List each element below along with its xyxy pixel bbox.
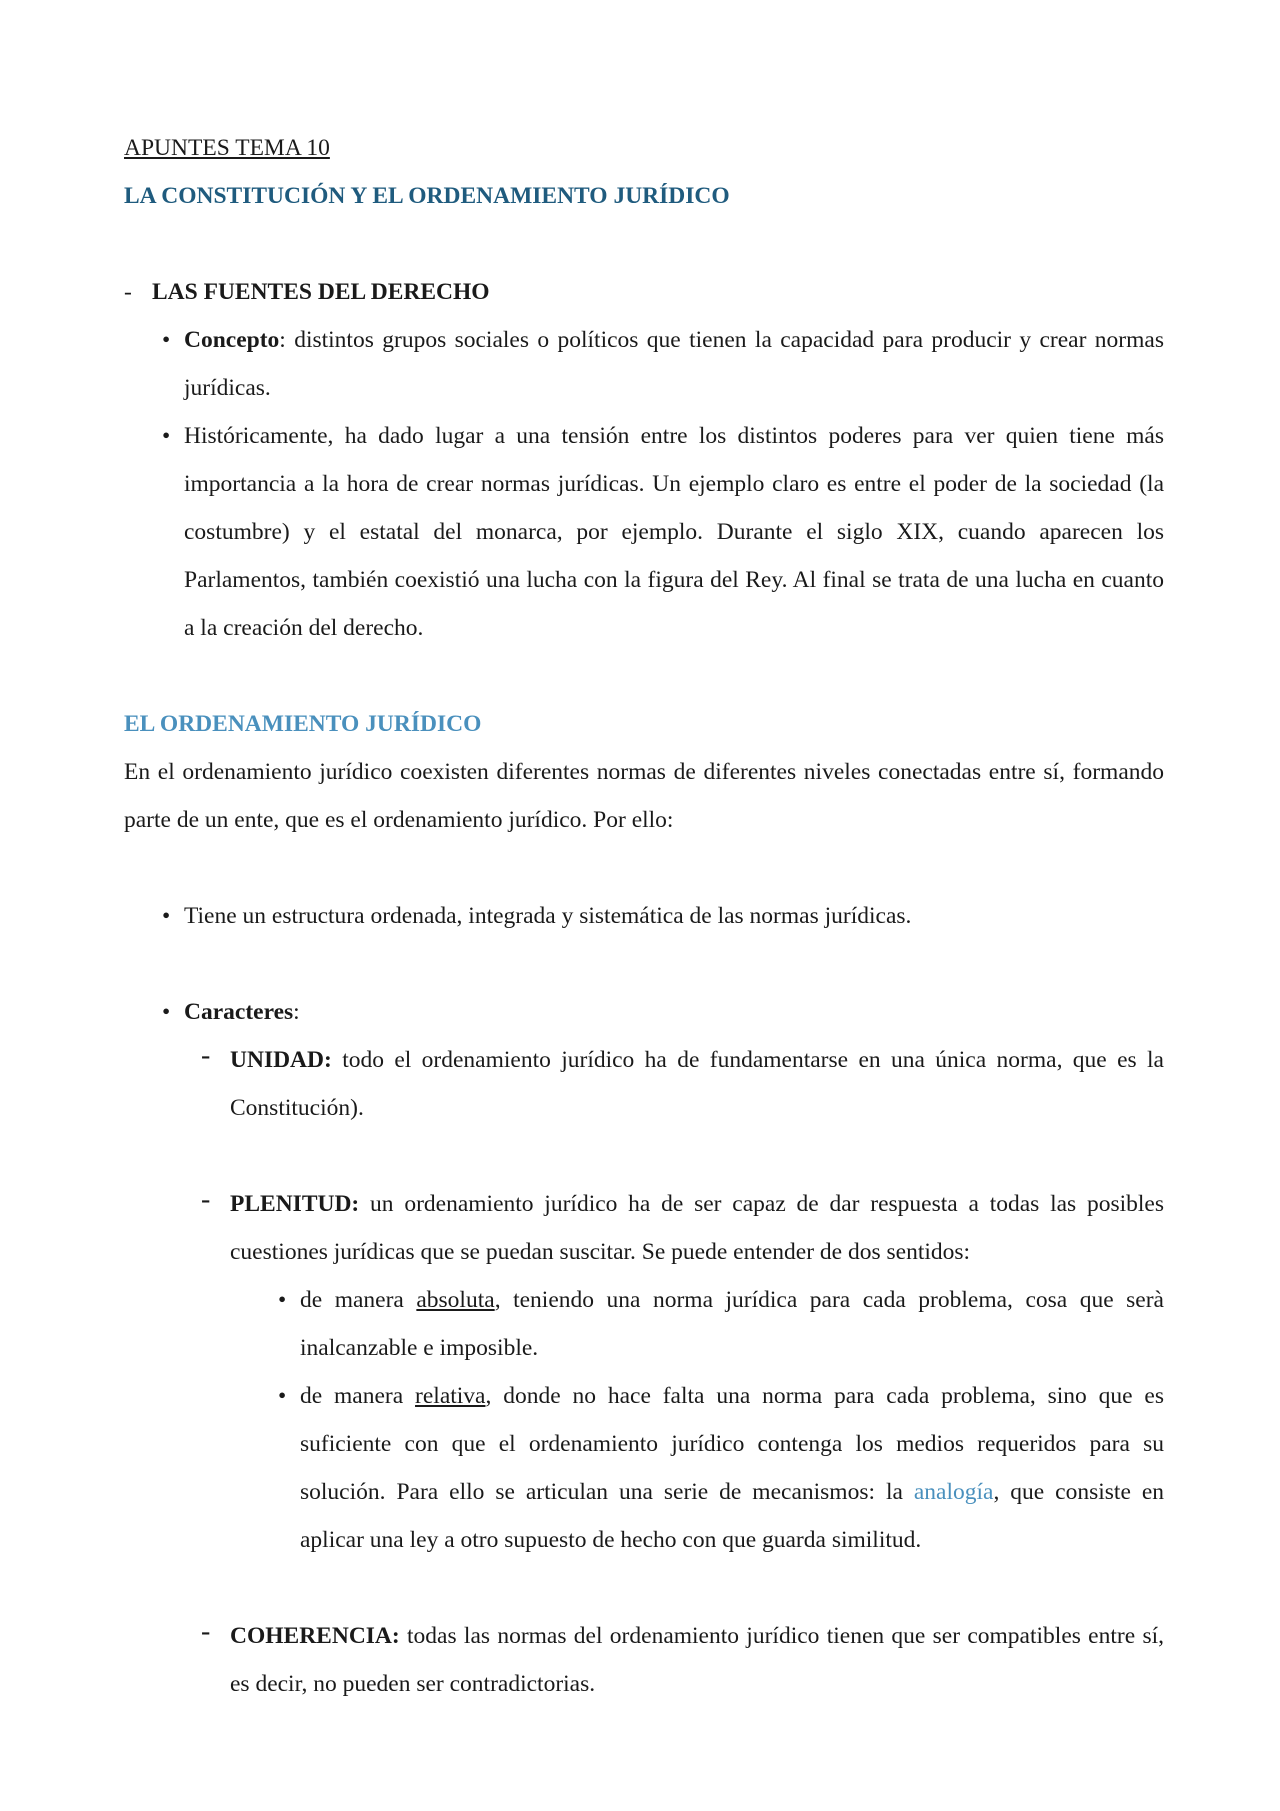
plenitud-label: PLENITUD:	[230, 1191, 360, 1217]
list-item-coherencia	[124, 1612, 1164, 1708]
relativa-word: relativa	[415, 1383, 486, 1409]
spacer	[124, 1132, 1164, 1180]
document-label: APUNTES TEMA 10	[124, 135, 330, 161]
historicamente-text: Históricamente, ha dado lugar a una tensión entre los distintos poderes para ver quien tiene más importancia a la hora de crear normas jurídicas. Un ejemplo claro es entre el poder de la sociedad (la costumbre) y el estatal del monarca, por ejemplo. Durante el siglo XIX, cuando aparecen los Parlamentos, también coexistió una lucha con la figura del Rey. Al final se trata de una lucha en cuanto a la creación del derecho.	[184, 423, 1164, 641]
relativa-mid: , donde no hace falta una norma para cada problema, sino que es suficiente con que el ordenamiento jurídico contenga los medios requeridos para su solución. Para ello se articulan una serie de mecanismos: la	[300, 1383, 1164, 1505]
unidad-label: UNIDAD:	[230, 1047, 332, 1073]
fuentes-bullet-list	[124, 316, 1164, 652]
spacer	[124, 1564, 1164, 1612]
coherencia-text: todas las normas del ordenamiento jurídico tienen que ser compatibles entre sí, es decir, no pueden ser contradictorias.	[230, 1623, 1164, 1697]
section-heading-fuentes	[124, 268, 1164, 316]
absoluta-post: , teniendo una norma jurídica para cada problema, cosa que serà inalcanzable e imposible.	[300, 1287, 1164, 1361]
fuentes-heading: LAS FUENTES DEL DERECHO	[152, 279, 490, 305]
list-item-unidad	[124, 1036, 1164, 1132]
concepto-text: : distintos grupos sociales o políticos que tienen la capacidad para producir y crear normas jurídicas.	[184, 327, 1164, 401]
spacer	[124, 940, 1164, 988]
caracteres-dash-list	[124, 1036, 1164, 1132]
list-item-plenitud	[124, 1180, 1164, 1564]
absoluta-pre: de manera	[300, 1287, 417, 1313]
relativa-post: , que consiste en aplicar una ley a otro supuesto de hecho con que guarda similitud.	[300, 1479, 1164, 1553]
list-item-caracteres	[124, 988, 1164, 1036]
estructura-bullet-list	[124, 892, 1164, 940]
list-item-historicamente	[124, 412, 1164, 652]
list-item-concepto	[124, 316, 1164, 412]
plenitud-dash-list	[124, 1180, 1164, 1564]
estructura-text: Tiene un estructura ordenada, integrada y sistemática de las normas jurídicas.	[184, 903, 912, 929]
caracteres-label: Caracteres	[184, 999, 294, 1025]
list-item-estructura	[124, 892, 1164, 940]
dash-marker: -	[124, 279, 132, 305]
list-item-absoluta	[230, 1276, 1164, 1372]
spacer	[124, 844, 1164, 892]
caracteres-bullet-list	[124, 988, 1164, 1036]
plenitud-text: un ordenamiento jurídico ha de ser capaz de dar respuesta a todas las posibles cuestiones jurídicas que se puedan suscitar. Se puede entender de dos sentidos:	[230, 1191, 1164, 1265]
unidad-text: todo el ordenamiento jurídico ha de fundamentarse en una única norma, que es la Constitución).	[230, 1047, 1164, 1121]
absoluta-word: absoluta	[416, 1287, 495, 1313]
plenitud-sub-list	[230, 1276, 1164, 1564]
document-title: LA CONSTITUCIÓN Y EL ORDENAMIENTO JURÍDICO	[124, 183, 730, 209]
ordenamiento-heading: EL ORDENAMIENTO JURÍDICO	[124, 711, 482, 737]
document-page	[124, 124, 1164, 1708]
list-item-relativa	[230, 1372, 1164, 1564]
relativa-pre: de manera	[300, 1383, 416, 1409]
caracteres-colon: :	[293, 999, 300, 1025]
concepto-label: Concepto	[184, 327, 280, 353]
ordenamiento-intro: En el ordenamiento jurídico coexisten diferentes normas de diferentes niveles conectadas entre sí, formando parte de un ente, que es el ordenamiento jurídico. Por ello:	[124, 759, 1164, 833]
coherencia-dash-list	[124, 1612, 1164, 1708]
coherencia-label: COHERENCIA:	[230, 1623, 400, 1649]
analogia-link: analogía	[913, 1479, 994, 1505]
